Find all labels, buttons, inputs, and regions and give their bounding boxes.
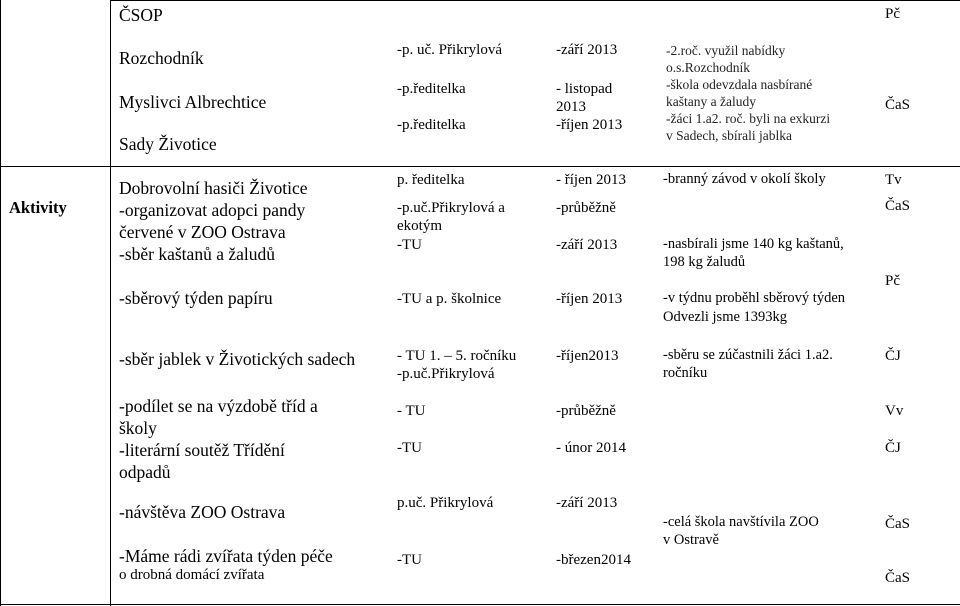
result-line: -žáci 1.a2. roč. byli na exkurzi <box>666 111 831 126</box>
responsible-1: -p. uč. Přikrylová <box>397 42 502 58</box>
date-2b: 2013 <box>556 99 586 115</box>
subject-code: ČaS <box>885 97 911 113</box>
responsible-text: p. ředitelka <box>397 172 465 188</box>
subject-code: Vv <box>885 403 904 419</box>
result-line: -2.roč. využil nabídky <box>666 43 786 58</box>
responsible-2: -p.ředitelka <box>397 81 466 97</box>
result-text: v Ostravě <box>663 532 719 548</box>
responsible-text: -TU a p. školnice <box>397 291 502 307</box>
activity-text: -sběr kaštanů a žaludů <box>119 244 275 264</box>
date-text: -průběžně <box>556 403 616 419</box>
responsible-text: -TU <box>397 440 422 456</box>
activity-text: -podílet se na výzdobě tříd a <box>119 396 318 416</box>
activity-text: -organizovat adopci pandy <box>119 200 306 220</box>
responsible-text: - TU <box>397 403 426 419</box>
date-3: -říjen 2013 <box>556 117 623 133</box>
activity-text: školy <box>119 418 157 438</box>
result-text: 198 kg žaludů <box>663 254 746 270</box>
responsible-text: -TU <box>397 237 422 253</box>
responsible-text: ekotým <box>397 218 442 234</box>
result-text: -nasbírali jsme 140 kg kaštanů, <box>663 236 844 252</box>
date-text: -září 2013 <box>556 495 618 511</box>
date-text: - únor 2014 <box>556 440 626 456</box>
result-line: v Sadech, sbírali jablka <box>666 128 792 143</box>
table-border-left <box>0 0 1 606</box>
result-text: -branný závod v okolí školy <box>663 171 826 187</box>
subject-code: ČaS <box>885 516 911 532</box>
row-divider-1 <box>0 166 960 167</box>
date-text: -březen2014 <box>556 552 631 568</box>
responsible-3: -p.ředitelka <box>397 117 466 133</box>
table-border-bottom <box>0 604 960 605</box>
result-text: Odvezli jsme 1393kg <box>663 309 788 325</box>
subject-code: ČaS <box>885 198 911 214</box>
organization-myslivci: Myslivci Albrechtice <box>119 92 267 112</box>
date-2: - listopad <box>556 81 613 97</box>
column-divider-1 <box>110 0 111 606</box>
date-text: -říjen2013 <box>556 348 619 364</box>
responsible-text: p.uč. Přikrylová <box>397 495 494 511</box>
subject-code: ČaS <box>885 570 911 586</box>
organization-csop: ČSOP <box>119 5 163 25</box>
result-line: -škola odevzdala nasbírané <box>666 77 813 92</box>
responsible-text: -p.uč.Přikrylová <box>397 366 495 382</box>
responsible-text: -p.uč.Přikrylová a <box>397 200 505 216</box>
organization-sady: Sady Životice <box>119 134 217 154</box>
date-text: - říjen 2013 <box>556 172 626 188</box>
row-divider-top <box>110 0 960 1</box>
responsible-text: - TU 1. – 5. ročníku <box>397 348 517 364</box>
activity-text: -Máme rádi zvířata týden péče <box>119 546 333 566</box>
result-text: ročníku <box>663 365 708 381</box>
subject-code: Pč <box>885 273 900 289</box>
activity-text: odpadů <box>119 462 171 482</box>
subject-code: Tv <box>885 172 902 188</box>
date-text: -průběžně <box>556 200 616 216</box>
activities-label: Aktivity <box>9 198 67 217</box>
result-text: -celá škola navštívila ZOO <box>663 514 819 530</box>
date-text: -září 2013 <box>556 237 618 253</box>
activity-text: -literární soutěž Třídění <box>119 440 285 460</box>
activity-text: -návštěva ZOO Ostrava <box>119 502 286 522</box>
date-1: -září 2013 <box>556 42 618 58</box>
organization-rozchodnik: Rozchodník <box>119 48 204 68</box>
subject-code: Pč <box>885 6 900 22</box>
activity-text: Dobrovolní hasiči Životice <box>119 178 308 198</box>
responsible-text: -TU <box>397 552 422 568</box>
activity-text: -sběr jablek v Životických sadech <box>119 349 356 369</box>
activity-text: -sběrový týden papíru <box>119 288 273 308</box>
result-text: -v týdnu proběhl sběrový týden <box>663 290 846 306</box>
date-text: -říjen 2013 <box>556 291 623 307</box>
subject-code: ČJ <box>885 440 901 456</box>
result-line: o.s.Rozchodník <box>666 60 750 75</box>
activity-text: o drobná domácí zvířata <box>119 567 265 583</box>
result-text: -sběru se zúčastnili žáci 1.a2. <box>663 347 833 363</box>
result-line: kaštany a žaludy <box>666 94 756 109</box>
subject-code: ČJ <box>885 348 901 364</box>
activity-text: červené v ZOO Ostrava <box>119 222 286 242</box>
